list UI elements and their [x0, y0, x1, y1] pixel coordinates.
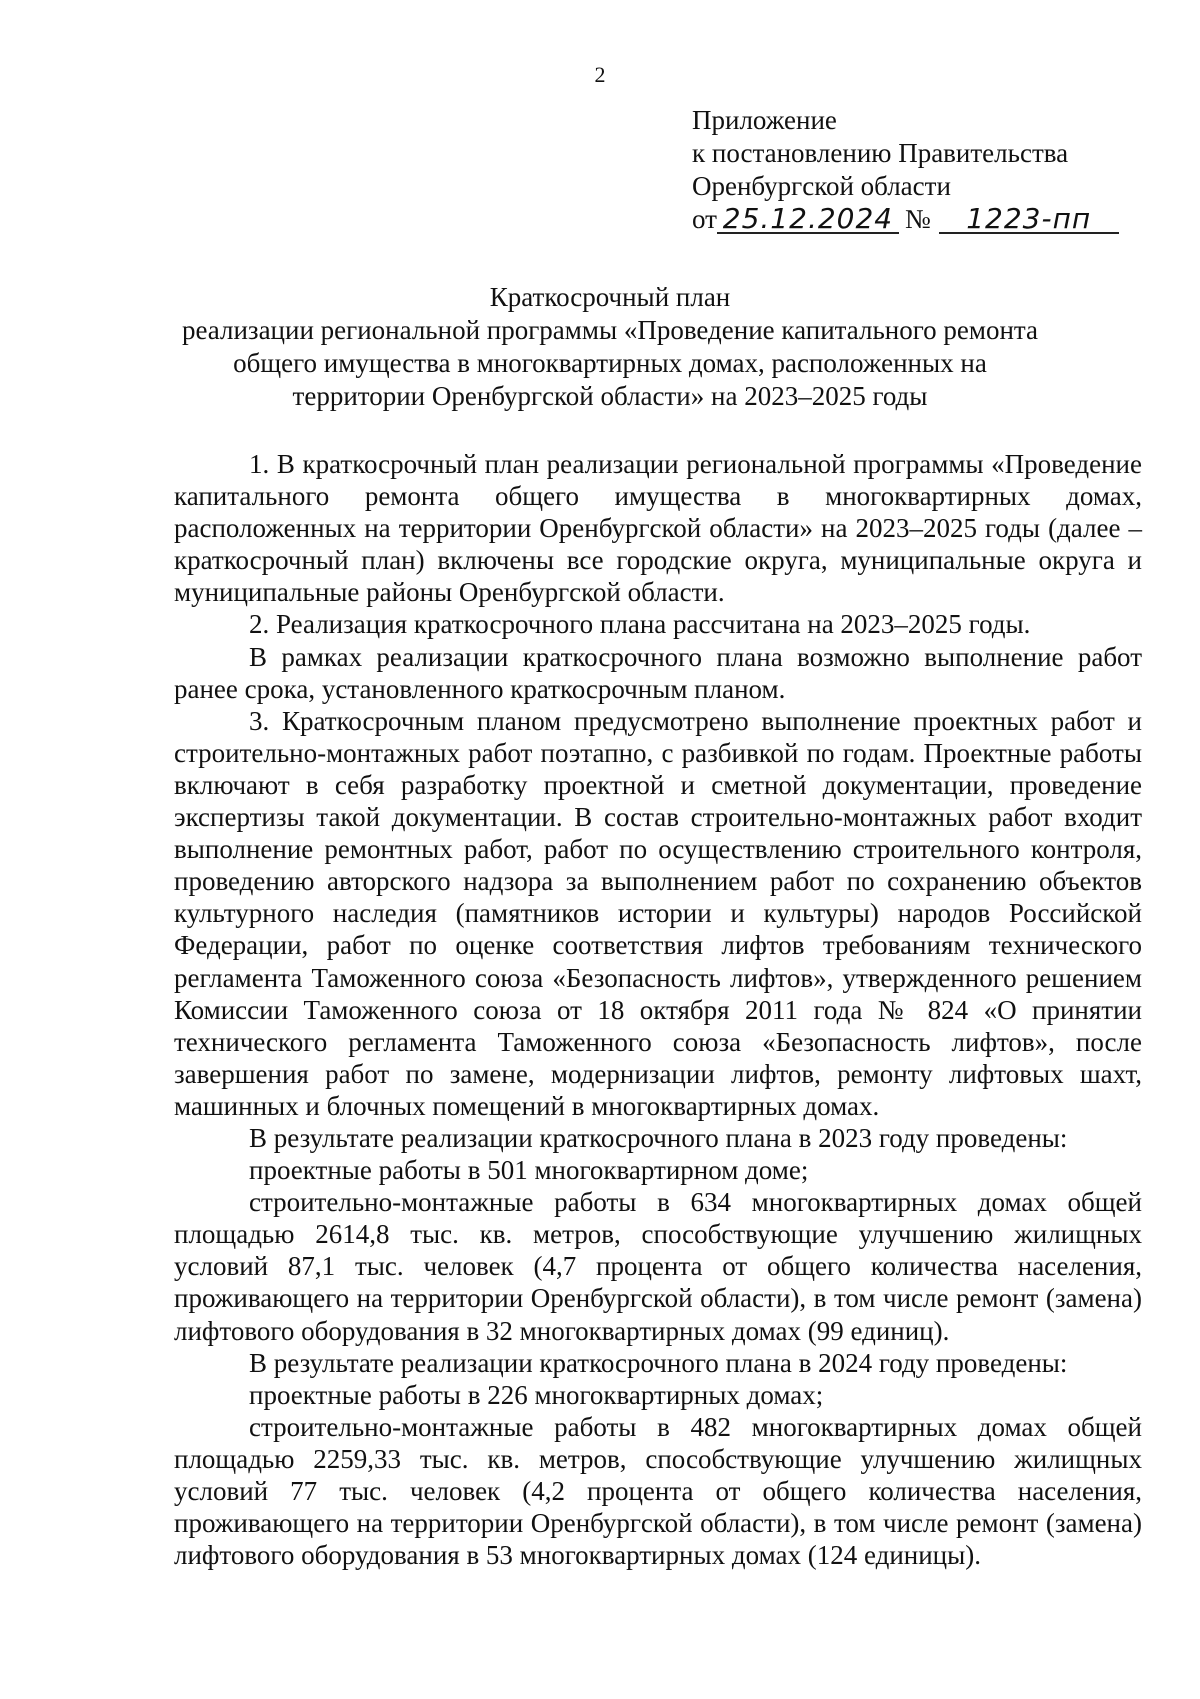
title-line-1: Краткосрочный план [489, 282, 731, 312]
paragraph-7: строительно-монтажные работы в 634 многоквартирных домах общей площадью 2614,8 тыс. кв. метров, способствующие улучшению жилищных условий 87,1 тыс. человек (4,7 процента от общего количества населения, проживающего на территории Оренбургской области), в том числе ремонт (замена) лифтового оборудования в 32 многоквартирных домах (99 единиц). [174, 1187, 1142, 1346]
title-line-3: общего имущества в многоквартирных домах, расположенных на [233, 348, 987, 378]
date-prefix: от [692, 204, 717, 234]
title-line-2: реализации региональной программы «Проведение капитального ремонта [181, 315, 1039, 345]
appendix-line-1: Приложение [692, 105, 837, 135]
document-body [174, 448, 1142, 1571]
handwritten-number: 1223-пп [939, 206, 1119, 234]
paragraph-9: проектные работы в 226 многоквартирных домах; [249, 1379, 824, 1410]
number-prefix: № [904, 204, 931, 234]
appendix-block [692, 104, 1119, 236]
appendix-line-2: к постановлению Правительства [692, 138, 1069, 168]
paragraph-4: 3. Краткосрочным планом предусмотрено выполнение проектных работ и строительно-монтажных работ поэтапно, с разбивкой по годам. Проектные работы включают в себя разработку проектной и сметной документации, проведение экспертизы такой документации. В состав строительно-монтажных работ входит выполнение ремонтных работ, работ по осуществлению строительного контроля, проведению авторского надзора за выполнением работ по сохранению объектов культурного наследия (памятников истории и культуры) народов Российской Федерации, работ по оценке соответствия лифтов требованиям технического регламента Таможенного союза «Безопасность лифтов», утвержденного решением Комиссии Таможенного союза от 18 октября 2011 года № 824 «О принятии технического регламента Таможенного союза «Безопасность лифтов», после завершения работ по замене, модернизации лифтов, ремонту лифтовых шахт, машинных и блочных помещений в многоквартирных домах. [174, 705, 1142, 1121]
page-number: 2 [594, 62, 606, 87]
handwritten-date: 25.12.2024 [717, 206, 899, 234]
paragraph-3: В рамках реализации краткосрочного плана возможно выполнение работ ранее срока, установленного краткосрочным планом. [174, 641, 1142, 704]
paragraph-1: 1. В краткосрочный план реализации региональной программы «Проведение капитального ремонта общего имущества в многоквартирных домах, расположенных на территории Оренбургской области» на 2023–2025 годы (далее – краткосрочный план) включены все городские округа, муниципальные округа и муниципальные районы Оренбургской области. [174, 449, 1142, 608]
paragraph-2: 2. Реализация краткосрочного плана рассчитана на 2023–2025 годы. [249, 609, 1031, 640]
document-title [140, 281, 1080, 413]
appendix-line-4 [692, 203, 1119, 236]
paragraph-10: строительно-монтажные работы в 482 многоквартирных домах общей площадью 2259,33 тыс. кв. метров, способствующие улучшению жилищных условий 77 тыс. человек (4,2 процента от общего количества населения, проживающего на территории Оренбургской области), в том числе ремонт (замена) лифтового оборудования в 53 многоквартирных домах (124 единицы). [174, 1411, 1142, 1571]
title-line-4: территории Оренбургской области» на 2023–2025 годы [292, 381, 928, 411]
paragraph-5: В результате реализации краткосрочного плана в 2023 году проведены: [249, 1122, 1068, 1153]
paragraph-6: проектные работы в 501 многоквартирном доме; [249, 1155, 809, 1186]
paragraph-8: В результате реализации краткосрочного плана в 2024 году проведены: [249, 1347, 1068, 1378]
appendix-line-3: Оренбургской области [692, 171, 951, 201]
